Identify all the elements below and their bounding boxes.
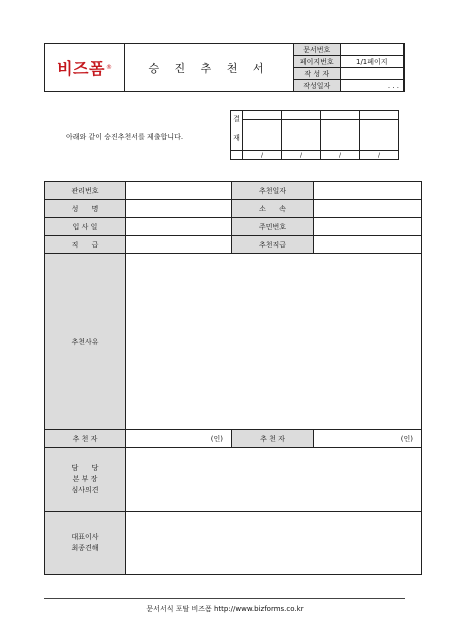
label-recommended-position: 추천직급 (232, 236, 314, 254)
field-recommender-1-seal[interactable]: (인) (126, 430, 232, 448)
approval-label (231, 111, 243, 151)
label-recommend-date: 추천일자 (232, 182, 314, 200)
label-recommend-reason: 추천사유 (45, 254, 126, 430)
meta-value-doc-number[interactable] (340, 44, 403, 56)
logo-text: 비즈폼 (57, 59, 105, 78)
final-opinion-line-1: 대표이사 (71, 533, 99, 541)
meta-value-author[interactable] (340, 68, 403, 80)
label-management-number: 관리번호 (45, 182, 126, 200)
meta-label-date: 작성일자 (294, 80, 341, 92)
approval-header-1[interactable] (243, 111, 282, 120)
registered-mark: ® (105, 64, 112, 71)
review-opinion-line-2: 본 부 장 (72, 475, 98, 483)
approval-date-2[interactable]: / (282, 151, 321, 160)
label-recommender-2: 추 천 자 (232, 430, 314, 448)
label-review-opinion (45, 448, 126, 512)
field-recommend-date[interactable] (314, 182, 422, 200)
recommendation-form (44, 181, 422, 575)
field-recommender-2-seal[interactable]: (인) (314, 430, 422, 448)
label-name: 성 명 (45, 200, 126, 218)
approval-header-2[interactable] (282, 111, 321, 120)
approval-label-top: 결 (233, 115, 240, 123)
meta-value-page-number[interactable]: 1/1페이지 (340, 56, 403, 68)
field-hire-date[interactable] (126, 218, 232, 236)
field-recommended-position[interactable] (314, 236, 422, 254)
meta-label-doc-number: 문서번호 (294, 44, 341, 56)
field-management-number[interactable] (126, 182, 232, 200)
meta-value-date[interactable]: . . . (340, 80, 403, 92)
label-recommender-1: 추 천 자 (45, 430, 126, 448)
approval-header-4[interactable] (360, 111, 399, 120)
field-department[interactable] (314, 200, 422, 218)
field-recommend-reason[interactable] (126, 254, 422, 430)
submission-text: 아래와 같이 승진추천서를 제출합니다. (66, 133, 184, 141)
approval-sign-1[interactable] (243, 120, 282, 151)
field-name[interactable] (126, 200, 232, 218)
footer-divider (44, 598, 405, 599)
label-final-opinion (45, 512, 126, 575)
label-resident-number: 주민번호 (232, 218, 314, 236)
label-position: 직 급 (45, 236, 126, 254)
field-review-opinion[interactable] (126, 448, 422, 512)
document-header (44, 43, 405, 92)
meta-label-page-number: 페이지번호 (294, 56, 341, 68)
approval-date-1[interactable]: / (243, 151, 282, 160)
approval-sign-2[interactable] (282, 120, 321, 151)
label-hire-date: 입 사 일 (45, 218, 126, 236)
final-opinion-line-2: 최종견해 (71, 544, 99, 552)
meta-label-author: 작 성 자 (294, 68, 341, 80)
approval-box (230, 110, 399, 160)
approval-date-3[interactable]: / (321, 151, 360, 160)
field-final-opinion[interactable] (126, 512, 422, 575)
logo (45, 44, 125, 91)
approval-label-bottom: 재 (233, 134, 240, 142)
field-resident-number[interactable] (314, 218, 422, 236)
document-title: 승 진 추 천 서 (148, 61, 270, 75)
review-opinion-line-3: 심사의견 (71, 486, 99, 494)
label-department: 소 속 (232, 200, 314, 218)
approval-date-label (231, 151, 243, 160)
document-meta-table (293, 43, 404, 92)
approval-date-4[interactable]: / (360, 151, 399, 160)
review-opinion-line-1: 담 당 (71, 464, 99, 472)
footer-text[interactable]: 문서서식 포탈 비즈폼 http://www.bizforms.co.kr (146, 605, 304, 613)
approval-header-3[interactable] (321, 111, 360, 120)
approval-sign-4[interactable] (360, 120, 399, 151)
field-position[interactable] (126, 236, 232, 254)
approval-sign-3[interactable] (321, 120, 360, 151)
